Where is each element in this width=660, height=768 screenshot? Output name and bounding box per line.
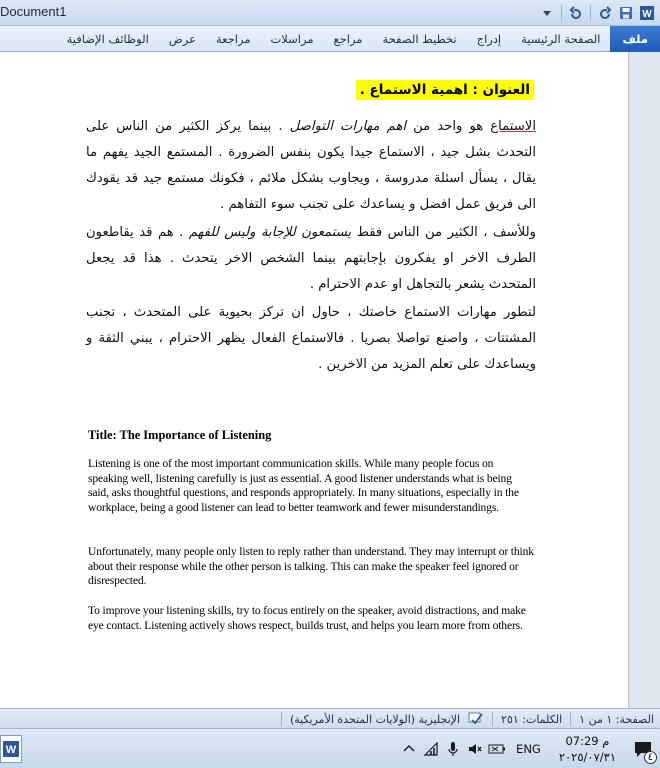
status-separator (570, 712, 571, 726)
notification-count: ٤ (644, 751, 657, 764)
vertical-scroll-area[interactable] (628, 52, 660, 708)
taskbar (0, 728, 660, 768)
tab-references[interactable]: مراجع (333, 32, 363, 46)
status-items (281, 709, 654, 729)
tab-home[interactable]: الصفحة الرئيسية (521, 32, 601, 46)
clock-date: ٢٠٢٥/٠٧/٣١ (558, 750, 616, 764)
ribbon-tabs (57, 26, 660, 52)
svg-text:W: W (5, 744, 17, 756)
arabic-paragraph-3: لتطور مهارات الاستماع خاصتك ، حاول ان تركز بحيوية على المتحدث ، تجنب المشتتات ، واصنع تواصلا بصريا . فالاستماع الفعال يظهر الاحترام ، يبني الثقة و ويساعدك على تعلم المزيد من الاخرين . (86, 305, 536, 372)
status-separator (492, 712, 493, 726)
arabic-p2-emphasis: يستمعون للإجابة وليس للفهم (188, 225, 352, 240)
save-icon[interactable] (617, 4, 635, 22)
microphone-icon[interactable] (442, 738, 464, 760)
tab-file[interactable]: ملف (610, 26, 660, 52)
qat-separator (590, 5, 591, 21)
title-bar (0, 0, 660, 26)
arabic-paragraph-1 (86, 114, 536, 218)
ribbon (0, 26, 660, 52)
tab-review[interactable]: مراجعة (215, 32, 251, 46)
document-workspace (0, 52, 660, 708)
document-language[interactable]: الإنجليزية (الولايات المتحدة الأمريكية) (289, 712, 461, 726)
word-count[interactable]: الكلمات: ٢٥١ (501, 712, 563, 726)
tab-mailings[interactable]: مراسلات (270, 32, 314, 46)
tab-add-ins[interactable]: الوظائف الإضافية (66, 32, 149, 46)
arabic-p1-emphasis: اهم مهارات التواصل (289, 119, 407, 134)
chevron-up-icon[interactable] (398, 738, 420, 760)
undo-icon[interactable] (596, 4, 614, 22)
status-bar (0, 708, 660, 728)
english-title: Title: The Importance of Listening (88, 428, 272, 442)
taskbar-clock[interactable] (549, 733, 626, 765)
page-count[interactable]: الصفحة: ١ من ١ (579, 712, 654, 726)
battery-icon[interactable] (486, 738, 508, 760)
arabic-title: العنوان : اهمية الاستماع . (356, 80, 534, 100)
qat-separator (561, 5, 562, 21)
window-title: Document1 (0, 4, 67, 19)
redo-icon[interactable] (567, 4, 585, 22)
word-logo-icon (638, 4, 656, 22)
english-paragraph-2: Unfortunately, many people only listen to reply rather than understand. They may interrupt or think about their response while the other person is talking. This can make the speaker feel ignored or disrespected. (88, 545, 534, 588)
proofing-icon[interactable] (468, 712, 484, 726)
svg-text:W: W (642, 9, 652, 20)
tab-view[interactable]: عرض (168, 32, 196, 46)
status-separator (281, 712, 282, 726)
clock-time: م 07:29 (565, 734, 610, 748)
arabic-p1-text-b: . بينما يركز الكثير من الناس على التحدث بشل جيد ، الاستماع جيدا يكون بنفس الضرورة . المستمع الجيد يفهم ما يقال ، يسأل اسئلة مدروسة ، ويجاوب بشكل ملائم ، فكونك مستمع جيد قد يقودك الى فريق عمل افضل و يساعدك على تجنب سوء التفاهم . (86, 119, 536, 212)
wifi-icon[interactable] (420, 738, 442, 760)
speaker-icon[interactable] (464, 738, 486, 760)
english-paragraph-1: Listening is one of the most important communication skills. While many people focus on speaking well, listening carefully is just as essential. A good listener understands what is being said, asks thoughtful questions, and responds appropriately. In many situations, especially in the workplace, being a good listener can lead to better teamwork and fewer misunderstandings. (88, 457, 519, 514)
english-paragraph-3: To improve your listening skills, try to focus entirely on the speaker, avoid distractions, and make eye contact. Listening actively shows respect, builds trust, and helps you learn more from others. (88, 604, 526, 632)
input-language[interactable]: ENG (516, 742, 541, 756)
document-page[interactable] (0, 52, 628, 708)
customize-qat-icon[interactable] (538, 4, 556, 22)
arabic-p2-text-b: . هم قد يقاطعون الطرف الاخر او يفكرون بإجابتهم بينما الشخص الاخر يتحدث . هذا قد يجعل المتحدث يشعر بالتجاهل او عدم الاحترام . (86, 225, 536, 292)
tab-page-layout[interactable]: تخطيط الصفحة (382, 32, 457, 46)
arabic-p2-text-a: وللأسف ، الكثير من الناس فقط (351, 225, 536, 240)
tab-insert[interactable]: إدراج (476, 32, 502, 46)
arabic-p1-listening: الاستماع (490, 119, 536, 134)
quick-access-toolbar (538, 2, 660, 24)
arabic-p1-text-a: هو واحد من (406, 119, 491, 134)
system-tray (398, 729, 660, 768)
word-taskbar-icon[interactable] (0, 735, 22, 763)
arabic-paragraph-2 (86, 220, 536, 298)
notification-center-icon[interactable] (626, 729, 660, 768)
